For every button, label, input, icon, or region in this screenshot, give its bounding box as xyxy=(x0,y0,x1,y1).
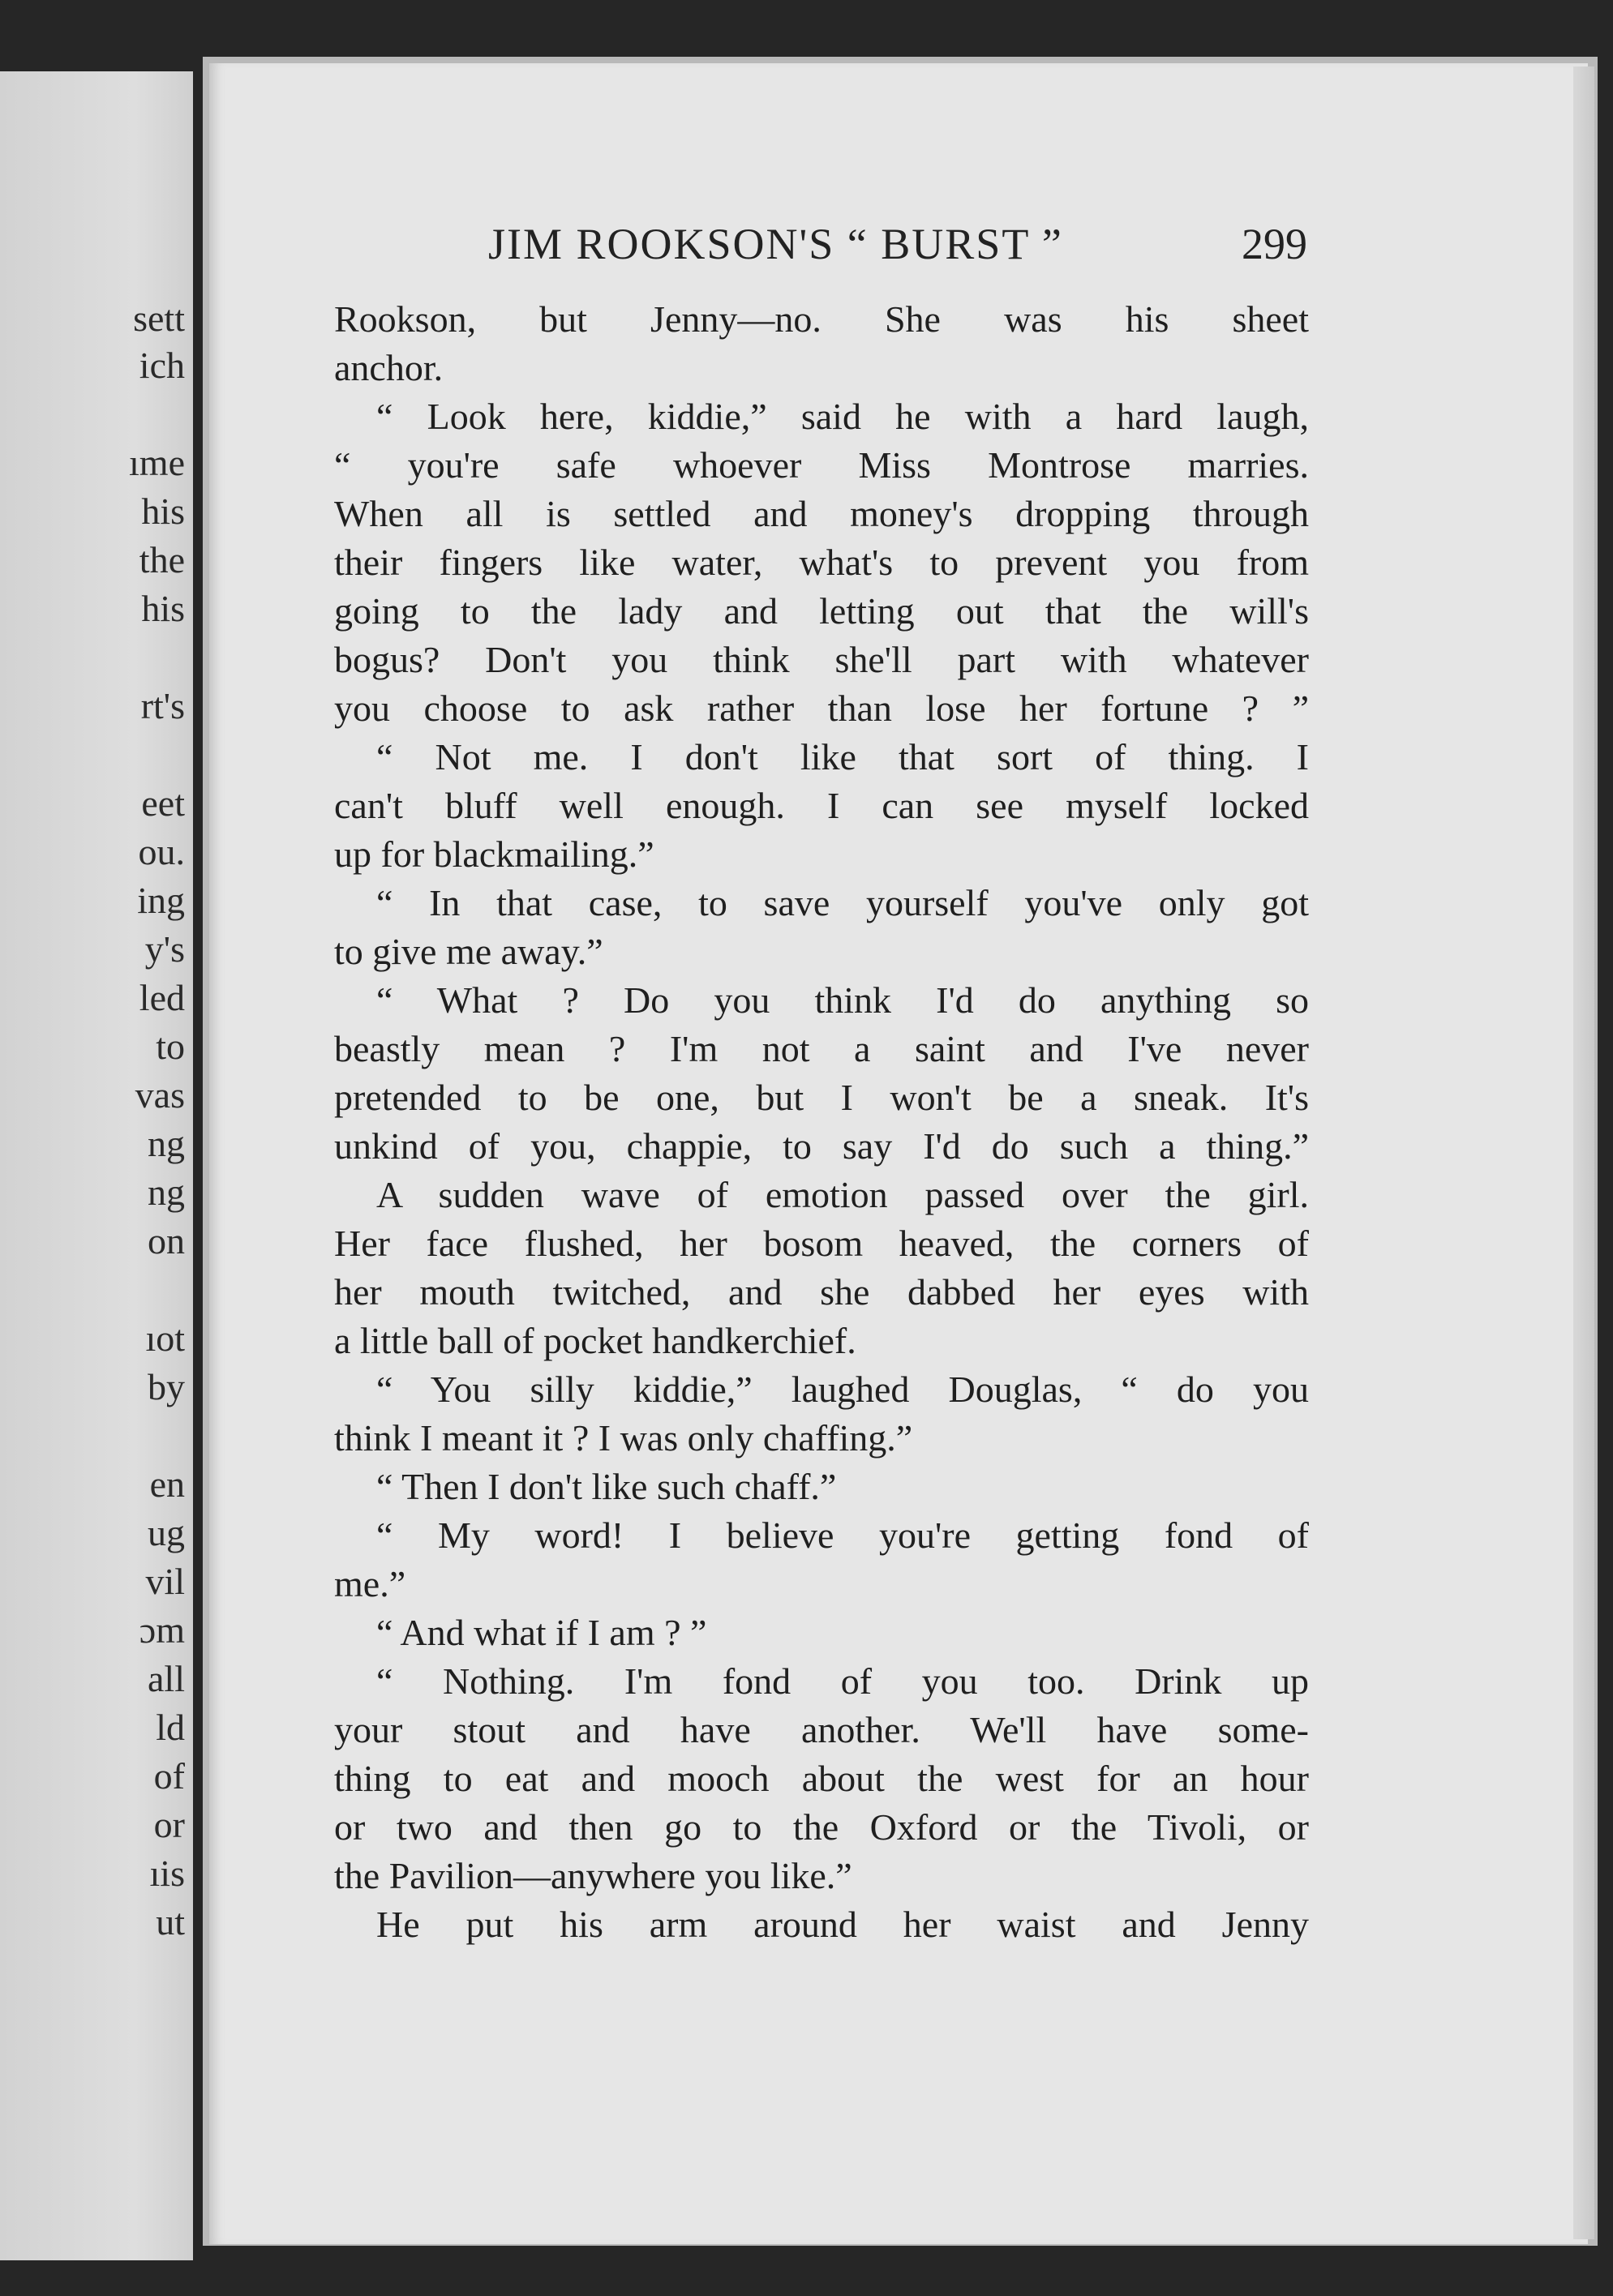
text-line: the Pavilion—anywhere you like.” xyxy=(334,1855,852,1896)
previous-page-line: ıis xyxy=(149,1853,185,1894)
previous-page-line: ɔm xyxy=(139,1609,185,1651)
previous-page-line: led xyxy=(139,977,185,1018)
previous-page-line: ou. xyxy=(138,831,185,872)
text-line: thing to eat and mooch about the west for an hour xyxy=(334,1758,1309,1799)
text-line: or two and then go to the Oxford or the Tivoli, or xyxy=(334,1806,1309,1848)
text-line: “ Not me. I don't like that sort of thing. I xyxy=(376,736,1309,777)
page-fore-edge xyxy=(1573,66,1594,2239)
page-number: 299 xyxy=(1242,220,1307,268)
previous-page-line: or xyxy=(153,1804,185,1845)
text-line: “ My word! I believe you're getting fond of xyxy=(376,1514,1309,1556)
text-line: A sudden wave of emotion passed over the girl. xyxy=(376,1174,1309,1215)
text-line: you choose to ask rather than lose her fortune ? ” xyxy=(334,688,1309,729)
text-line: Her face flushed, her bosom heaved, the corners of xyxy=(334,1223,1309,1264)
previous-page-line: rt's xyxy=(140,685,185,726)
text-line: When all is settled and money's dropping through xyxy=(334,493,1309,534)
previous-page-line: ing xyxy=(137,880,185,921)
text-line: going to the lady and letting out that the will's xyxy=(334,590,1309,632)
text-line: bogus? Don't you think she'll part with whatever xyxy=(334,639,1309,680)
previous-page-line: all xyxy=(148,1658,185,1699)
previous-page-line: ng xyxy=(148,1172,185,1213)
text-line: to give me away.” xyxy=(334,931,603,972)
previous-page-line: of xyxy=(153,1755,185,1797)
text-line: “ And what if I am ? ” xyxy=(376,1612,707,1653)
text-line: “ You silly kiddie,” laughed Douglas, “ do you xyxy=(376,1369,1309,1410)
text-line: me.” xyxy=(334,1563,406,1604)
text-line: “ you're safe whoever Miss Montrose marries. xyxy=(334,444,1309,486)
previous-page-line: his xyxy=(141,588,185,629)
text-line: anchor. xyxy=(334,347,444,388)
previous-page-line: ich xyxy=(139,345,185,386)
text-line: your stout and have another. We'll have some- xyxy=(334,1709,1309,1750)
text-line: Rookson, but Jenny—no. She was his sheet xyxy=(334,298,1309,340)
previous-page-line: en xyxy=(149,1463,185,1505)
previous-page-line: by xyxy=(148,1366,185,1407)
text-line: pretended to be one, but I won't be a sneak. It's xyxy=(334,1077,1309,1118)
previous-page-line: ng xyxy=(148,1123,185,1164)
previous-page-line: ld xyxy=(156,1707,185,1748)
text-line: “ Then I don't like such chaff.” xyxy=(376,1466,837,1507)
text-line: a little ball of pocket handkerchief. xyxy=(334,1320,856,1361)
text-line: up for blackmailing.” xyxy=(334,833,654,875)
body-text xyxy=(334,295,1309,1949)
text-line: He put his arm around her waist and Jenny xyxy=(376,1904,1309,1945)
previous-page-line: ıot xyxy=(145,1317,185,1359)
text-line: “ What ? Do you think I'd do anything so xyxy=(376,979,1309,1021)
previous-page-line: sett xyxy=(133,298,185,339)
previous-page-line: eet xyxy=(141,782,185,824)
previous-page-line: on xyxy=(148,1220,185,1262)
previous-page-line: ug xyxy=(148,1512,185,1553)
running-header xyxy=(488,219,1307,276)
previous-page-line: to xyxy=(156,1026,185,1067)
previous-page-line: his xyxy=(141,490,185,532)
previous-page-edge xyxy=(0,71,193,2260)
running-title: JIM ROOKSON'S “ BURST ” xyxy=(488,220,1063,268)
text-line: “ In that case, to save yourself you've only got xyxy=(376,882,1309,923)
previous-page-line: vas xyxy=(135,1074,185,1116)
text-line: unkind of you, chappie, to say I'd do such a thing.” xyxy=(334,1125,1309,1167)
text-line: their fingers like water, what's to prevent you from xyxy=(334,542,1309,583)
previous-page-line: ut xyxy=(156,1901,185,1943)
text-line: beastly mean ? I'm not a saint and I've never xyxy=(334,1028,1309,1069)
text-line: her mouth twitched, and she dabbed her eyes with xyxy=(334,1271,1309,1313)
previous-page-line: the xyxy=(139,539,185,580)
previous-page-line: ıme xyxy=(129,442,185,483)
previous-page-line: vil xyxy=(145,1561,185,1602)
text-line: “ Nothing. I'm fond of you too. Drink up xyxy=(376,1660,1309,1702)
text-line: think I meant it ? I was only chaffing.” xyxy=(334,1417,913,1459)
text-line: can't bluff well enough. I can see myself locked xyxy=(334,785,1309,826)
text-line: “ Look here, kiddie,” said he with a hard laugh, xyxy=(376,396,1309,437)
previous-page-line: y's xyxy=(144,928,185,970)
